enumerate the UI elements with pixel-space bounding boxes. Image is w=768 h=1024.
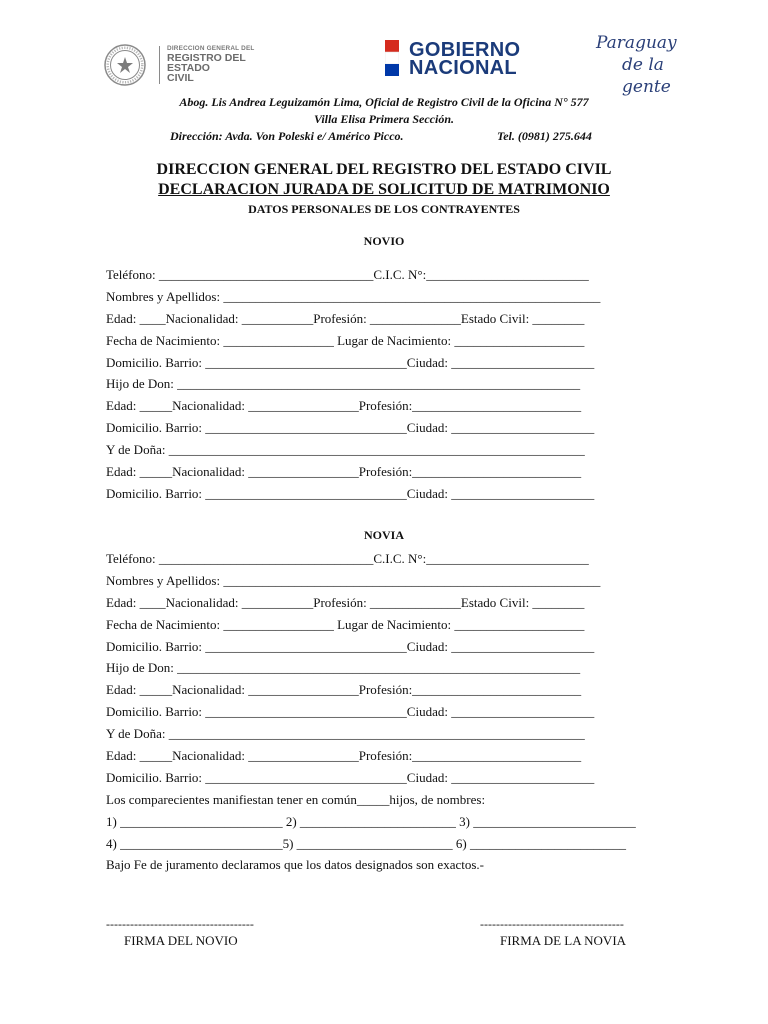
registro-logo-line1: DIRECCION GENERAL DEL <box>167 45 255 52</box>
document-subtitle: DECLARACION JURADA DE SOLICITUD DE MATRIMONIO <box>158 181 610 198</box>
novio-padre-domicilio-line[interactable]: Domicilio. Barrio: _______________________________Ciudad: ______________________ <box>106 420 595 436</box>
office-location-line: Villa Elisa Primera Sección. <box>313 112 454 126</box>
novio-nombres-line[interactable]: Nombres y Apellidos: __________________________________________________________ <box>106 288 601 304</box>
office-address: Dirección: Avda. Von Poleski e/ Américo Picco. <box>170 129 404 143</box>
paraguay-flag-icon <box>385 40 399 76</box>
gobierno-wordmark <box>409 41 520 77</box>
paraguay-de-la-gente-logo <box>596 32 716 97</box>
section-title: DATOS PERSONALES DE LOS CONTRAYENTES <box>248 202 520 216</box>
firma-novia-line[interactable]: ------------------------------------ <box>480 917 624 931</box>
novio-nacimiento-line[interactable]: Fecha de Nacimiento: _________________ Lugar de Nacimiento: ____________________ <box>106 332 585 348</box>
gobierno-nacional-logo <box>385 40 555 80</box>
novia-madre-edad-line[interactable]: Edad: _____Nacionalidad: _________________Profesión:__________________________ <box>106 748 582 764</box>
page-header <box>0 0 768 97</box>
document-title: DIRECCION GENERAL DEL REGISTRO DEL ESTADO CIVIL <box>156 161 612 178</box>
office-info <box>0 94 768 145</box>
office-contact-row <box>0 128 768 145</box>
novia-telefono-line[interactable]: Teléfono: _________________________________C.I.C. N°:_________________________ <box>106 551 589 566</box>
novia-nombres-line[interactable]: Nombres y Apellidos: __________________________________________________________ <box>106 572 601 588</box>
novio-madre-domicilio-line[interactable]: Domicilio. Barrio: _______________________________Ciudad: ______________________ <box>106 485 595 501</box>
paraguay-logo-line1: Paraguay <box>596 33 677 53</box>
hijos-comun-line[interactable]: Los comparecientes manifiestan tener en común_____hijos, de nombres: <box>106 791 486 807</box>
novia-fields <box>106 548 666 876</box>
novia-padre-domicilio-line[interactable]: Domicilio. Barrio: _______________________________Ciudad: ______________________ <box>106 704 595 720</box>
hijos-nombres-line-1[interactable]: 1) _________________________ 2) ________________________ 3) _________________________ <box>106 813 636 829</box>
gobierno-logo-line2: NACIONAL <box>409 57 517 79</box>
novia-edad-line[interactable]: Edad: ____Nacionalidad: ___________Profesión: ______________Estado Civil: ________ <box>106 594 585 610</box>
novia-madre-domicilio-line[interactable]: Domicilio. Barrio: _______________________________Ciudad: ______________________ <box>106 769 595 785</box>
novio-fields <box>106 264 666 505</box>
registro-civil-logo <box>104 44 276 86</box>
logo-divider <box>159 46 160 84</box>
registro-logo-line3: ESTADO <box>167 62 210 74</box>
paraguay-logo-line2: de la gente <box>622 55 671 97</box>
novio-madre-line[interactable]: Y de Doña: ________________________________________________________________ <box>106 442 585 458</box>
registro-logo-line2: REGISTRO DEL <box>167 52 246 64</box>
novia-domicilio-line[interactable]: Domicilio. Barrio: _______________________________Ciudad: ______________________ <box>106 638 595 654</box>
firma-novio-label: FIRMA DEL NOVIO <box>124 933 238 948</box>
firma-novio-line[interactable]: ------------------------------------- <box>106 917 254 931</box>
novio-padre-edad-line[interactable]: Edad: _____Nacionalidad: _________________Profesión:__________________________ <box>106 398 582 414</box>
novio-padre-line[interactable]: Hijo de Don: ______________________________________________________________ <box>106 376 581 392</box>
paraguay-wordmark <box>596 32 716 98</box>
novia-padre-edad-line[interactable]: Edad: _____Nacionalidad: _________________Profesión:__________________________ <box>106 682 582 698</box>
gobierno-logo-line1: GOBIERNO <box>409 39 521 61</box>
novia-madre-line[interactable]: Y de Doña: ________________________________________________________________ <box>106 726 585 742</box>
seal-icon <box>104 44 146 86</box>
novio-heading: NOVIO <box>363 234 405 248</box>
registro-logo-line4: CIVIL <box>167 72 194 84</box>
hijos-nombres-line-2[interactable]: 4) _________________________5) ________________________ 6) ________________________ <box>106 835 626 851</box>
juramento-line: Bajo Fe de juramento declaramos que los datos designados son exactos.- <box>106 857 484 873</box>
novia-heading: NOVIA <box>363 528 404 542</box>
novio-edad-line[interactable]: Edad: ____Nacionalidad: ___________Profesión: ______________Estado Civil: ________ <box>106 310 585 326</box>
novio-madre-edad-line[interactable]: Edad: _____Nacionalidad: _________________Profesión:__________________________ <box>106 464 582 480</box>
registro-civil-wordmark <box>167 45 279 83</box>
office-phone: Tel. (0981) 275.644 <box>497 129 592 143</box>
novia-nacimiento-line[interactable]: Fecha de Nacimiento: _________________ Lugar de Nacimiento: ____________________ <box>106 616 585 632</box>
firma-novia-label: FIRMA DE LA NOVIA <box>500 933 627 948</box>
novio-telefono-line[interactable]: Teléfono: _________________________________C.I.C. N°:_________________________ <box>106 267 589 282</box>
novia-padre-line[interactable]: Hijo de Don: ______________________________________________________________ <box>106 660 581 676</box>
novio-domicilio-line[interactable]: Domicilio. Barrio: _______________________________Ciudad: ______________________ <box>106 354 595 370</box>
office-officer-line: Abog. Lis Andrea Leguizamón Lima, Oficial de Registro Civil de la Oficina N° 577 <box>179 95 589 109</box>
